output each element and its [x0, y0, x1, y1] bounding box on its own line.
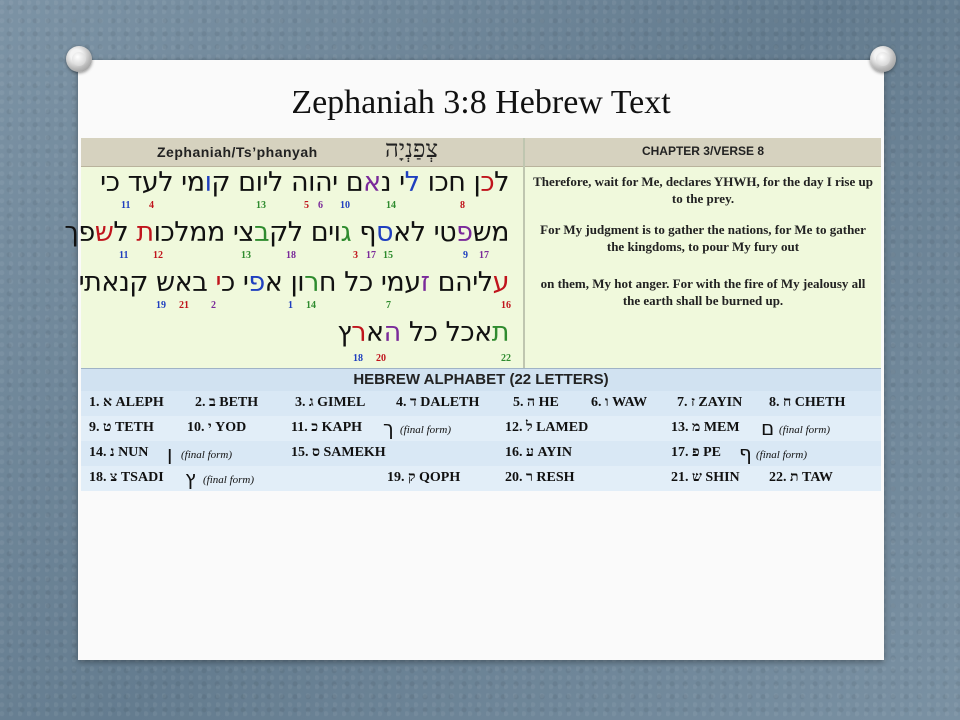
hebrew-letter: כ [359, 267, 373, 298]
letter-number: 15 [383, 250, 393, 261]
letter-nun: 14. נ NUN [89, 445, 149, 460]
translation-paragraph: Therefore, wait for Me, declares YHWH, for the day I rise up to the prey. [533, 174, 873, 206]
letter-daleth: 4. ד DALETH [396, 395, 480, 410]
hebrew-letter: א [101, 267, 119, 298]
hebrew-letter: ו [297, 267, 305, 298]
hebrew-letter: ו [204, 167, 212, 198]
final-form-note: (final form) [203, 474, 255, 486]
letter-pe: 17. פ PE [671, 445, 722, 460]
hebrew-letter: ל [404, 167, 420, 198]
letter-resh: 20. ר RESH [505, 470, 575, 485]
hebrew-letter: ל [344, 267, 359, 298]
letter-lamed: 12. ל LAMED [505, 420, 589, 435]
letter-number: 13 [241, 250, 251, 261]
hebrew-letter: כ [423, 317, 438, 348]
hebrew-letter: פ [248, 267, 265, 298]
letter-number: 16 [501, 300, 511, 311]
hebrew-letter [225, 217, 233, 248]
hebrew-letter: ו [427, 167, 435, 198]
letter-he: 5. ה HE [513, 395, 559, 410]
hebrew-letter: פ [78, 217, 95, 248]
hebrew-letter: י [472, 267, 478, 298]
hebrew-letter: ל [158, 167, 174, 198]
hebrew-letter: ל [174, 217, 190, 248]
final-pe: ף [739, 441, 752, 465]
hebrew-letter: כ [480, 167, 495, 198]
hebrew-letter: א [363, 167, 381, 198]
final-kaph: ך [383, 416, 394, 440]
hebrew-letter: י [433, 217, 440, 248]
hebrew-letter [235, 267, 243, 298]
hebrew-letter: י [78, 267, 85, 298]
letter-number: 18 [286, 250, 296, 261]
hebrew-letter: א [174, 267, 193, 298]
hebrew-letter: ל [494, 167, 509, 198]
hebrew-letter: ם [345, 167, 364, 198]
hebrew-letter: י [242, 267, 249, 298]
alphabet-row [81, 441, 881, 466]
hebrew-line-4 [337, 317, 509, 348]
letter-number: 13 [256, 200, 266, 211]
letter-number: 9 [463, 250, 468, 261]
hebrew-letter: י [181, 167, 187, 198]
final-form-note: (final form) [400, 424, 452, 436]
hebrew-letter: א [474, 317, 492, 348]
hebrew-letter: ן [473, 167, 481, 198]
hebrew-letter: י [215, 267, 221, 298]
letter-number: 11 [121, 200, 131, 211]
letter-number: 14 [306, 300, 316, 311]
hebrew-letter: ל [287, 217, 303, 248]
hebrew-letter: י [332, 167, 338, 198]
hebrew-letter: א [264, 267, 283, 298]
hebrew-letter: כ [160, 217, 175, 248]
hebrew-letter: כ [220, 267, 235, 298]
hebrew-letter: ס [376, 217, 394, 248]
slide-title: Zephaniah 3:8 Hebrew Text [291, 84, 671, 121]
hebrew-letter: ת [84, 267, 102, 298]
hebrew-letter [373, 267, 381, 298]
hebrew-letter: ל [113, 217, 129, 248]
hebrew-line-3 [79, 267, 509, 298]
hebrew-letter: ץ [337, 317, 352, 348]
book-title: Zephaniah/Ts’phanyah [157, 144, 318, 160]
letter-number: 7 [386, 300, 391, 311]
hebrew-letter: י [262, 167, 268, 198]
letter-number: 14 [386, 200, 396, 211]
hebrew-letter: ם [437, 267, 456, 298]
hebrew-letter [230, 167, 238, 198]
hebrew-letter: כ [434, 167, 449, 198]
hebrew-letter: נ [380, 167, 392, 198]
alphabet-row [81, 391, 881, 416]
letter-waw: 6. ו WAW [591, 395, 648, 410]
hebrew-letter: י [399, 167, 405, 198]
verse-table [64, 137, 881, 490]
hebrew-letter: ף [359, 217, 377, 248]
hebrew-letter: ש [94, 217, 114, 248]
hebrew-letter: ן [290, 267, 298, 298]
hebrew-letter [465, 167, 473, 198]
english-translation-area [525, 167, 881, 368]
hebrew-letter: ל [410, 217, 426, 248]
hebrew-letter: ה [290, 167, 309, 198]
hebrew-letter: ה [383, 317, 401, 348]
hebrew-letter: ל [477, 267, 493, 298]
letter-number: 10 [340, 200, 350, 211]
hebrew-letter: ג [340, 217, 352, 248]
hebrew-line-2 [64, 217, 509, 248]
hebrew-letter [173, 167, 181, 198]
hebrew-letter: ה [314, 167, 333, 198]
hebrew-letter: ו [333, 217, 341, 248]
final-form-note: (final form) [756, 449, 808, 461]
slide [64, 60, 884, 660]
hebrew-letter: ד [127, 167, 142, 198]
translation-paragraph: on them, My hot anger. For with the fire of My jealousy all the earth shall be burned up. [540, 276, 866, 308]
hebrew-letter: ח [318, 267, 337, 298]
hebrew-letter: ל [445, 317, 461, 348]
hebrew-letter: ק [129, 267, 148, 298]
hebrew-letter: ש [472, 217, 492, 248]
hebrew-letter: ת [136, 217, 154, 248]
alphabet-row [81, 416, 881, 441]
hebrew-letter: ק [269, 217, 288, 248]
letter-number: 19 [156, 300, 166, 311]
alphabet-row [81, 466, 881, 491]
letter-number: 20 [376, 353, 386, 364]
hebrew-letter: מ [186, 167, 205, 198]
final-form-note: (final form) [181, 449, 233, 461]
hebrew-letter: ט [439, 217, 457, 248]
hebrew-letter: ר [304, 267, 319, 298]
letter-tsadi: 18. צ TSADI [89, 470, 164, 485]
hebrew-letter [303, 217, 311, 248]
letter-shin: 21. ש SHIN [671, 470, 740, 485]
letter-number: 3 [353, 250, 358, 261]
hebrew-letter: ל [408, 317, 424, 348]
hebrew-letter: פ [456, 217, 473, 248]
hebrew-letter: ש [156, 267, 175, 298]
hebrew-letter [119, 167, 127, 198]
hebrew-letter: ב [192, 267, 208, 298]
hebrew-letter: ק [211, 167, 231, 198]
hebrew-letter: מ [386, 267, 405, 298]
hebrew-letter: א [393, 217, 411, 248]
letter-number: 11 [119, 250, 129, 261]
letter-number: 21 [179, 300, 189, 311]
pushpin-icon [870, 46, 896, 72]
book-title-hebrew: צְפַנְיָה [385, 137, 439, 163]
letter-gimel: 3. ג GIMEL [295, 395, 366, 410]
hebrew-letter: ך [64, 217, 79, 248]
letter-qoph: 19. ק QOPH [387, 470, 461, 485]
letter-beth: 2. ב BETH [195, 395, 259, 410]
hebrew-letter: י [380, 267, 387, 298]
hebrew-letter: ב [253, 217, 270, 248]
hebrew-letter [420, 167, 428, 198]
final-mem: ם [761, 416, 775, 440]
hebrew-letter [401, 317, 409, 348]
hebrew-letter [437, 317, 445, 348]
letter-samekh: 15. ס SAMEKH [291, 445, 386, 460]
letter-number: 17 [479, 250, 489, 261]
hebrew-letter: כ [460, 317, 475, 348]
hebrew-letter [425, 217, 433, 248]
letter-cheth: 8. ח CHETH [769, 395, 846, 410]
letter-ayin: 16. ע AYIN [505, 445, 572, 460]
hebrew-letter: ז [420, 267, 430, 298]
hebrew-letter: י [232, 217, 239, 248]
letter-number: 4 [149, 200, 154, 211]
hebrew-letter [283, 167, 291, 198]
letter-number: 2 [211, 300, 216, 311]
hebrew-letter: א [366, 317, 384, 348]
hebrew-letter: מ [206, 217, 225, 248]
hebrew-letter: ו [255, 167, 263, 198]
letter-number: 8 [460, 200, 465, 211]
hebrew-letter [391, 167, 399, 198]
letter-teth: 9. ט TETH [89, 420, 154, 435]
hebrew-letter: י [328, 217, 334, 248]
final-nun: ן [167, 441, 173, 465]
alphabet-table [81, 391, 881, 491]
chapter-header [525, 138, 881, 167]
hebrew-letter: ל [268, 167, 283, 198]
letter-number: 1 [288, 300, 293, 311]
hebrew-letter: מ [491, 217, 509, 248]
hebrew-letter: ח [448, 167, 466, 198]
hebrew-letter [338, 167, 346, 198]
hebrew-letter: מ [189, 217, 207, 248]
hebrew-letter: ה [455, 267, 473, 298]
hebrew-letter: ת [491, 317, 509, 348]
hebrew-letter [148, 267, 156, 298]
column-divider [523, 138, 525, 368]
hebrew-letter: ע [492, 267, 509, 298]
hebrew-letter: י [100, 167, 106, 198]
hebrew-letter: נ [118, 267, 130, 298]
letter-zayin: 7. ז ZAYIN [677, 395, 743, 410]
letter-number: 22 [501, 353, 511, 364]
hebrew-line-1 [100, 167, 509, 198]
hebrew-letter [430, 267, 438, 298]
hebrew-letter: כ [105, 167, 120, 198]
book-header [81, 138, 523, 167]
hebrew-letter: ו [153, 217, 161, 248]
letter-number: 18 [353, 353, 363, 364]
letter-number: 6 [318, 200, 323, 211]
hebrew-letter: ע [141, 167, 159, 198]
final-form-note: (final form) [779, 424, 831, 436]
letter-number: 17 [366, 250, 376, 261]
hebrew-letter: צ [238, 217, 254, 248]
letter-kaph: 11. כ KAPH [291, 420, 363, 435]
alphabet-header: HEBREW ALPHABET (22 LETTERS) [81, 368, 881, 392]
letter-number: 12 [153, 250, 163, 261]
final-tsadi: ץ [185, 466, 196, 490]
hebrew-text-area [64, 167, 523, 368]
hebrew-letter [336, 267, 344, 298]
hebrew-letter: ם [310, 217, 329, 248]
pushpin-icon [66, 46, 92, 72]
letter-number: 5 [304, 200, 309, 211]
hebrew-letter: ע [404, 267, 421, 298]
letter-mem: 13. מ MEM [671, 420, 740, 435]
letter-yod: 10. י YOD [187, 420, 247, 435]
letter-aleph: 1. א ALEPH [89, 395, 164, 410]
translation-paragraph: For My judgment is to gather the nations, for Me to gather the kingdoms, to pour My fury out [540, 222, 866, 254]
hebrew-letter: ם [238, 167, 256, 198]
hebrew-letter: ר [351, 317, 367, 348]
hebrew-letter: ו [308, 167, 315, 198]
chapter-verse-label: CHAPTER 3/VERSE 8 [641, 144, 765, 158]
letter-taw: 22. ת TAW [769, 470, 833, 485]
